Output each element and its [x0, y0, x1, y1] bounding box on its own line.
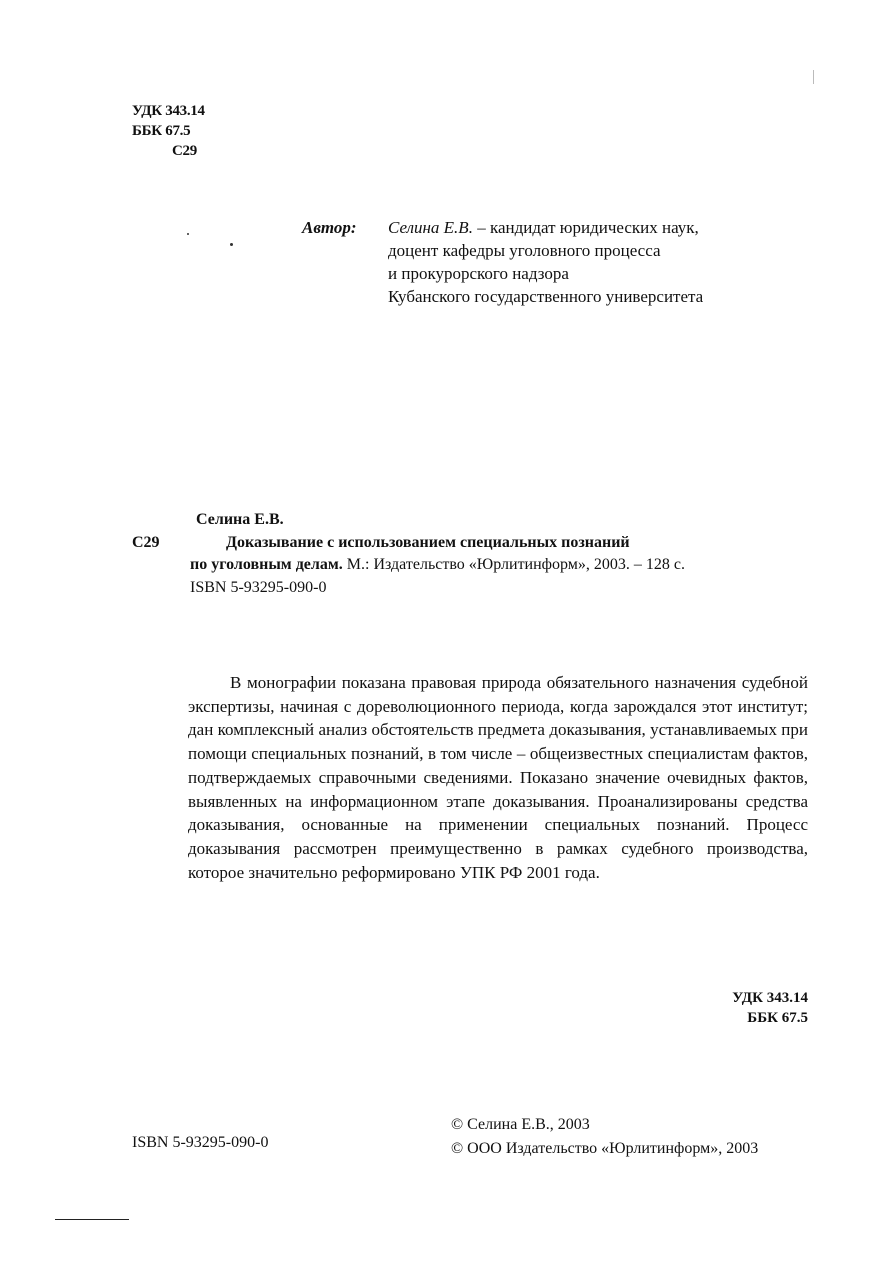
scan-speck [230, 243, 233, 246]
catalog-title-end: по уголовным делам. [190, 556, 343, 573]
catalog-title-line-2 [190, 556, 685, 574]
author-mark: С29 [172, 143, 197, 159]
author-line-3: и прокурорского надзора [388, 264, 569, 283]
footer-rule [55, 1219, 129, 1220]
catalog-isbn: ISBN 5-93295-090-0 [190, 579, 327, 596]
bbk-code: ББК 67.5 [132, 123, 191, 139]
author-line-2: доцент кафедры уголовного процесса [388, 241, 661, 260]
isbn-bottom: ISBN 5-93295-090-0 [132, 1134, 269, 1151]
catalog-publication: М.: Издательство «Юрлитинформ», 2003. – 128 с. [342, 556, 686, 573]
catalog-author-name: Селина Е.В. [196, 511, 284, 528]
author-name: Селина Е.В. [388, 218, 473, 237]
copyright-author: © Селина Е.В., 2003 [451, 1116, 590, 1133]
catalog-code: С29 [132, 534, 160, 551]
author-degree: – кандидат юридических наук, [472, 218, 699, 237]
udk-code-bottom: УДК 343.14 [732, 990, 808, 1006]
copyright-publisher: © ООО Издательство «Юрлитинформ», 2003 [451, 1140, 759, 1157]
author-info [388, 216, 703, 308]
catalog-title-line-1: Доказывание с использованием специальных познаний [226, 534, 630, 551]
bbk-code-bottom: ББК 67.5 [747, 1010, 808, 1026]
udk-code: УДК 343.14 [132, 103, 205, 119]
author-label: Автор: [302, 218, 357, 237]
classification-codes-top [132, 101, 205, 161]
author-line-1 [388, 216, 703, 239]
author-line-4: Кубанского государственного университета [388, 287, 704, 306]
abstract-paragraph: В монографии показана правовая природа обязательного назначения судебной экспертизы, начиная с дореволюционного периода, когда зарождался этот институт; дан комплексный анализ обстоятельств предмета доказывания, устанавливаемых при помощи специальных познаний, в том числе – общеизвестных специалистам фактов, подтверждаемых справочными сведениями. Показано значение очевидных фактов, выявленных на информационном этапе доказывания. Проанализированы средства доказывания, основанные на применении специальных познаний. Процесс доказывания рассмотрен преимущественно в рамках судебного производства, которое значительно реформировано УПК РФ 2001 года. [188, 673, 808, 882]
scan-speck [187, 233, 189, 235]
classification-codes-bottom [700, 988, 808, 1028]
scan-mark [813, 70, 814, 84]
copyright-block [451, 1113, 758, 1161]
